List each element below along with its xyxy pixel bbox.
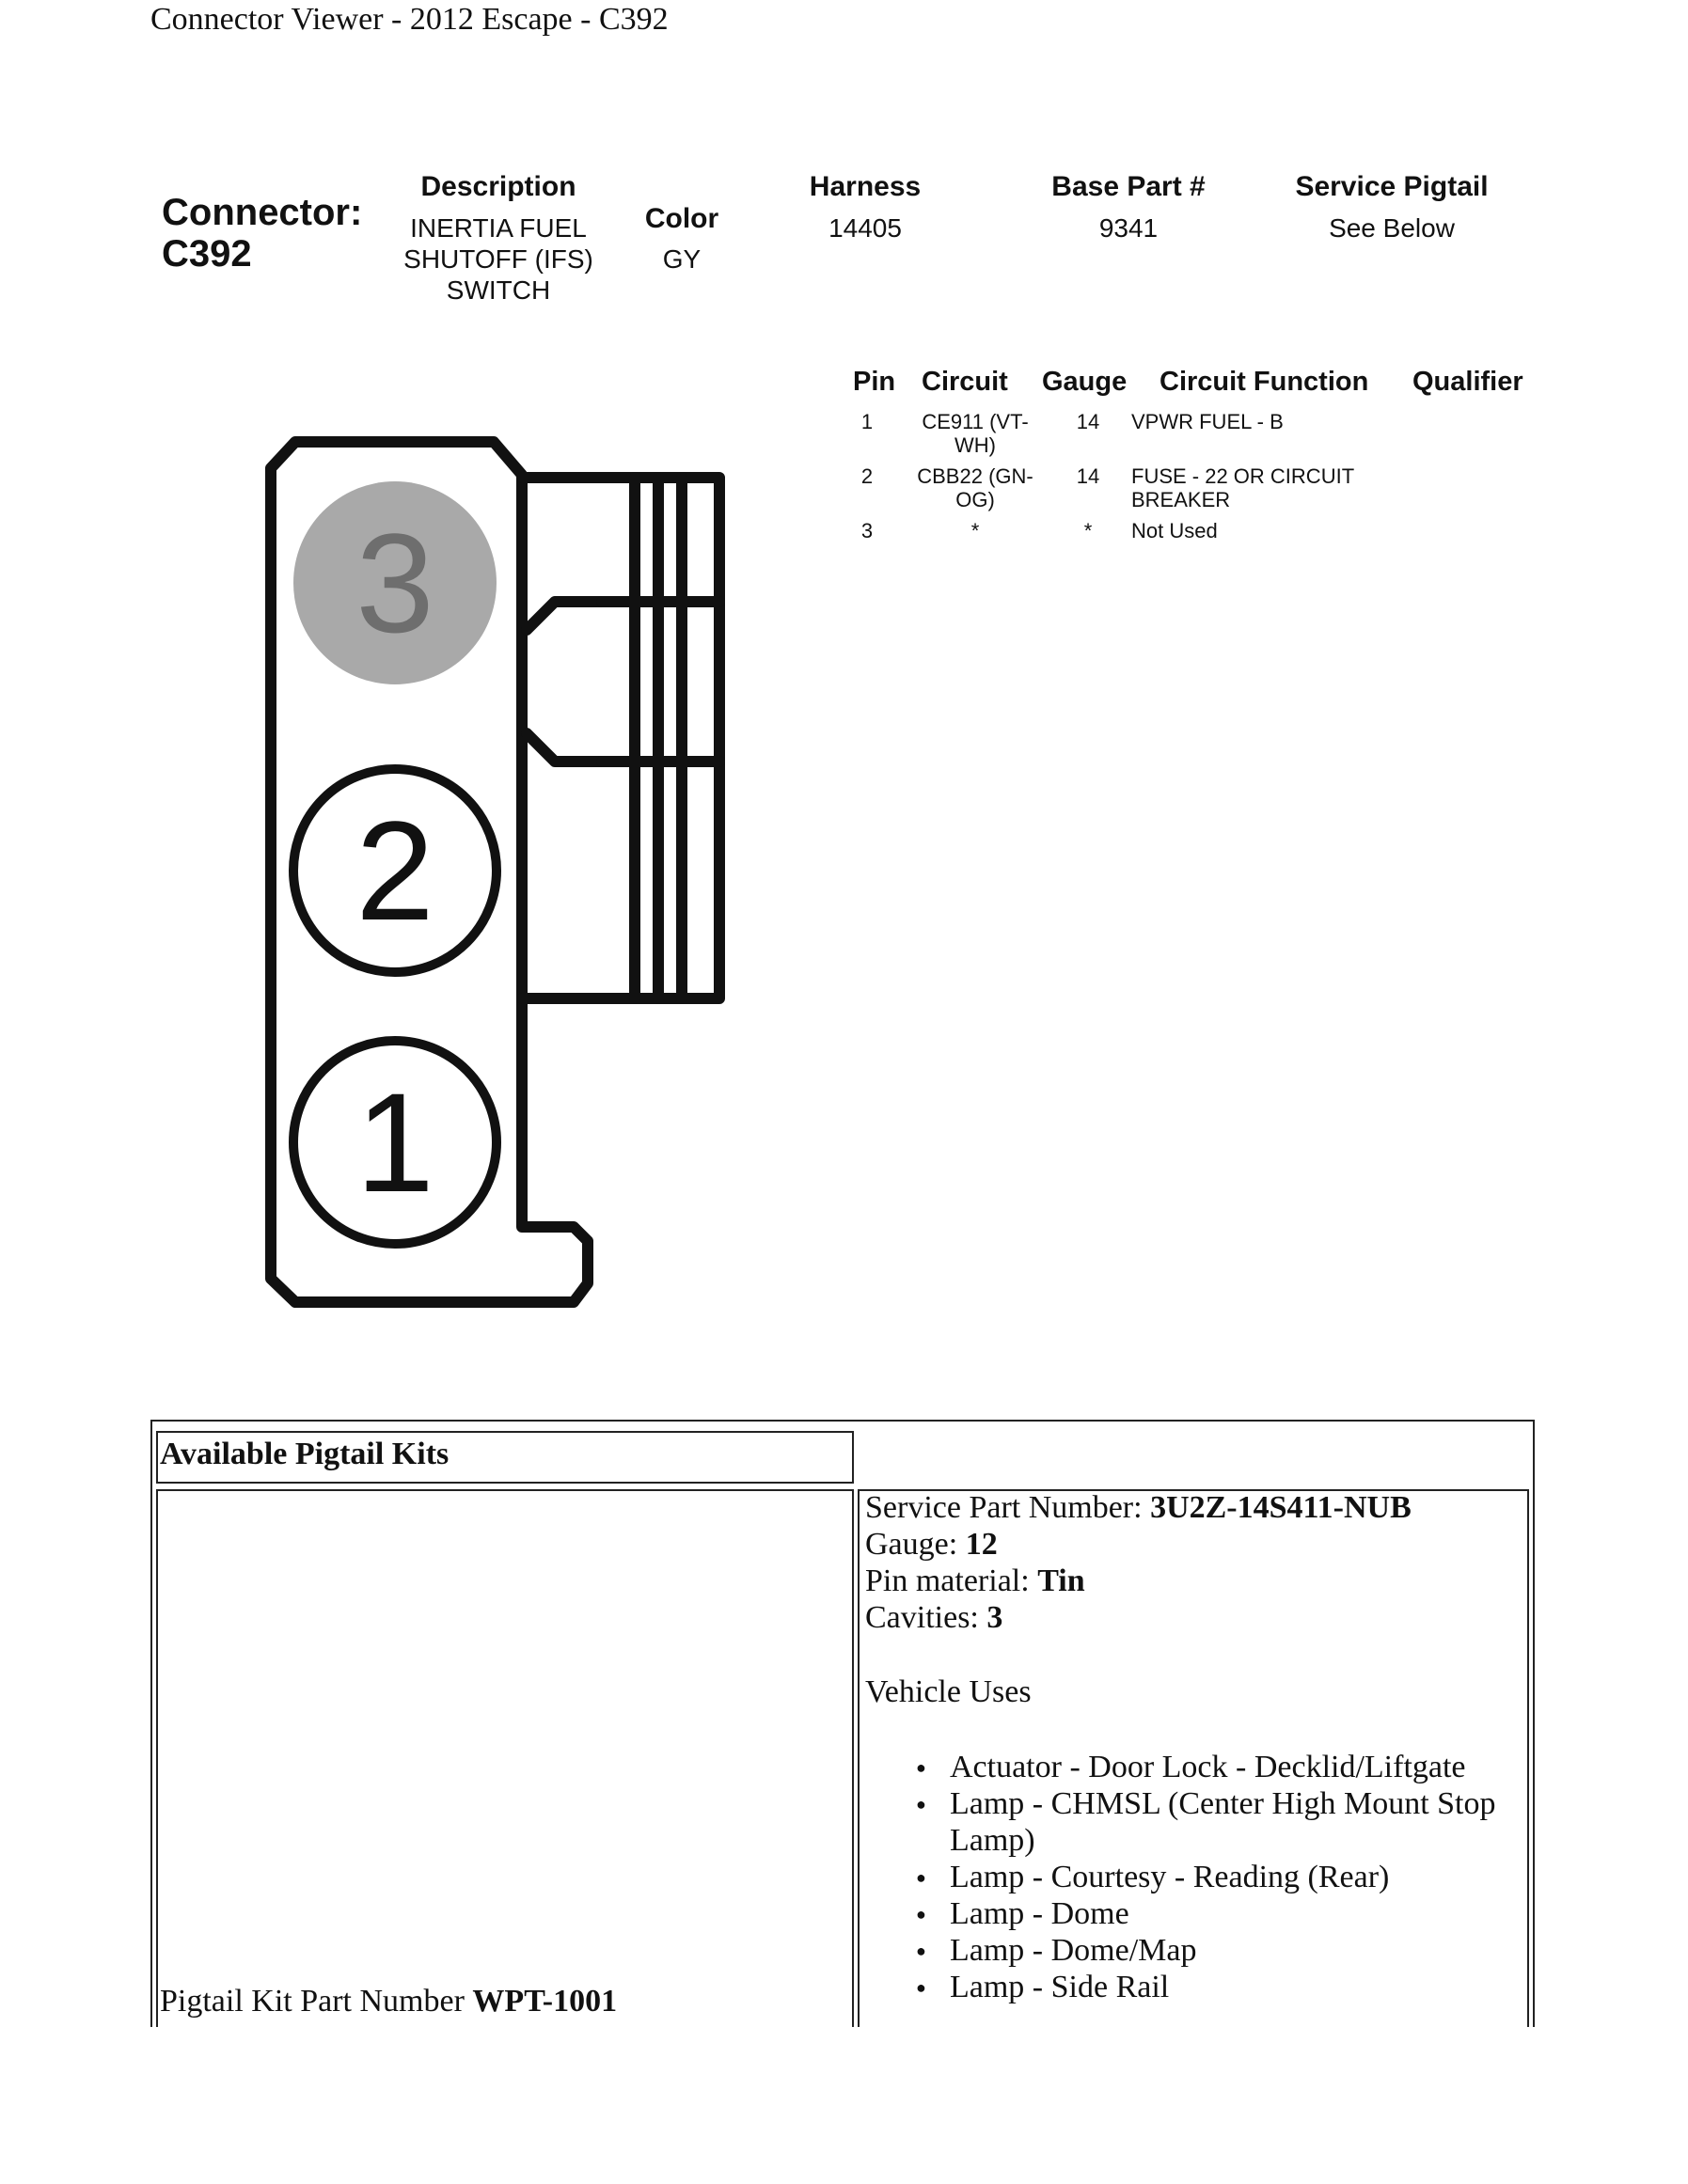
description-line: SWITCH — [446, 275, 551, 305]
color-header: Color — [644, 203, 719, 234]
vehicle-use-item: ● Lamp - Dome — [912, 1895, 1533, 1932]
service-pigtail-value: See Below — [1329, 213, 1455, 243]
pin-material — [865, 1563, 1085, 1599]
vehicle-use-item: ● Lamp - Dome/Map — [912, 1932, 1533, 1969]
circuit-cell — [909, 410, 1041, 457]
pin-material-value: Tin — [1037, 1563, 1085, 1598]
cavities-label: Cavities: — [865, 1600, 987, 1635]
latch-arm — [527, 733, 602, 762]
circuit-line: CBB22 (GN- — [917, 464, 1033, 488]
vehicle-use-item: ● Lamp - Side Rail — [912, 1969, 1533, 2005]
connector-latch-outline — [522, 478, 719, 998]
vehicle-uses-list — [912, 1749, 1533, 2005]
vehicle-use-item: ● Lamp - Courtesy - Reading (Rear) — [912, 1859, 1533, 1895]
kit-part-label: Pigtail Kit Part Number — [160, 1984, 473, 2019]
pigtail-kit-cell — [156, 1489, 854, 2027]
cavities-value: 3 — [986, 1600, 1003, 1635]
pigtail-gauge — [865, 1526, 998, 1563]
pigtail-section-title: Available Pigtail Kits — [160, 1437, 450, 1471]
pin-column-header: Pin — [853, 367, 896, 397]
base-part-value: 9341 — [1098, 213, 1159, 243]
function-cell — [1131, 410, 1395, 433]
cavities — [865, 1599, 1002, 1636]
circuit-line: OG) — [955, 488, 995, 511]
function-line: BREAKER — [1131, 488, 1231, 511]
gauge-column-header: Gauge — [1042, 367, 1128, 397]
harness-value: 14405 — [828, 213, 902, 243]
kit-part-value: WPT-1001 — [472, 1984, 618, 2019]
gauge-cell: 14 — [1076, 410, 1100, 433]
pin-material-label: Pin material: — [865, 1563, 1038, 1598]
gauge-value: 12 — [965, 1527, 998, 1562]
gauge-label: Gauge: — [865, 1527, 966, 1562]
qualifier-column-header: Qualifier — [1412, 367, 1523, 397]
pin-number: 1 — [860, 410, 874, 433]
service-part-label: Service Part Number: — [865, 1490, 1151, 1525]
pin-1-label: 1 — [355, 1063, 434, 1221]
pigtail-kit-part-number — [160, 1984, 617, 2019]
description-value — [376, 212, 621, 306]
vehicle-uses-heading: Vehicle Uses — [865, 1674, 1032, 1709]
connector-id: C392 — [162, 233, 252, 275]
base-part-header: Base Part # — [1051, 171, 1206, 202]
function-line: Not Used — [1131, 519, 1218, 542]
vehicle-use-item: ● Lamp - CHMSL (Center High Mount Stop Lamp) — [912, 1785, 1533, 1859]
harness-header: Harness — [809, 171, 922, 202]
pin-3-label: 3 — [355, 504, 434, 662]
circuit-cell — [909, 519, 1041, 542]
circuit-function-column-header: Circuit Function — [1160, 367, 1369, 397]
connector-face-diagram — [254, 423, 743, 1335]
pin-number: 2 — [860, 464, 874, 488]
service-part-value: 3U2Z-14S411-NUB — [1150, 1490, 1412, 1525]
page-title: Connector Viewer - 2012 Escape - C392 — [150, 2, 669, 37]
connector-label-text: Connector: — [162, 192, 363, 233]
description-line: SHUTOFF (IFS) — [403, 244, 593, 274]
connector-label — [162, 192, 362, 275]
description-line: INERTIA FUEL — [410, 213, 587, 243]
circuit-line: WH) — [954, 433, 996, 457]
service-part-number — [865, 1489, 1412, 1526]
function-cell — [1131, 464, 1395, 511]
function-line: VPWR FUEL - B — [1131, 410, 1284, 433]
function-line: FUSE - 22 OR CIRCUIT — [1131, 464, 1355, 488]
circuit-line: CE911 (VT- — [922, 410, 1029, 433]
vehicle-use-item: ● Actuator - Door Lock - Decklid/Liftgate — [912, 1749, 1533, 1785]
color-value: GY — [662, 244, 702, 274]
circuit-column-header: Circuit — [922, 367, 1008, 397]
gauge-cell: * — [1083, 519, 1093, 542]
circuit-line: * — [970, 519, 980, 542]
function-cell — [1131, 519, 1395, 542]
service-pigtail-header: Service Pigtail — [1295, 171, 1489, 202]
pin-2-label: 2 — [355, 792, 434, 950]
latch-arm — [527, 602, 602, 630]
gauge-cell: 14 — [1076, 464, 1100, 488]
description-header: Description — [420, 171, 576, 202]
pin-number: 3 — [860, 519, 874, 542]
circuit-cell — [909, 464, 1041, 511]
